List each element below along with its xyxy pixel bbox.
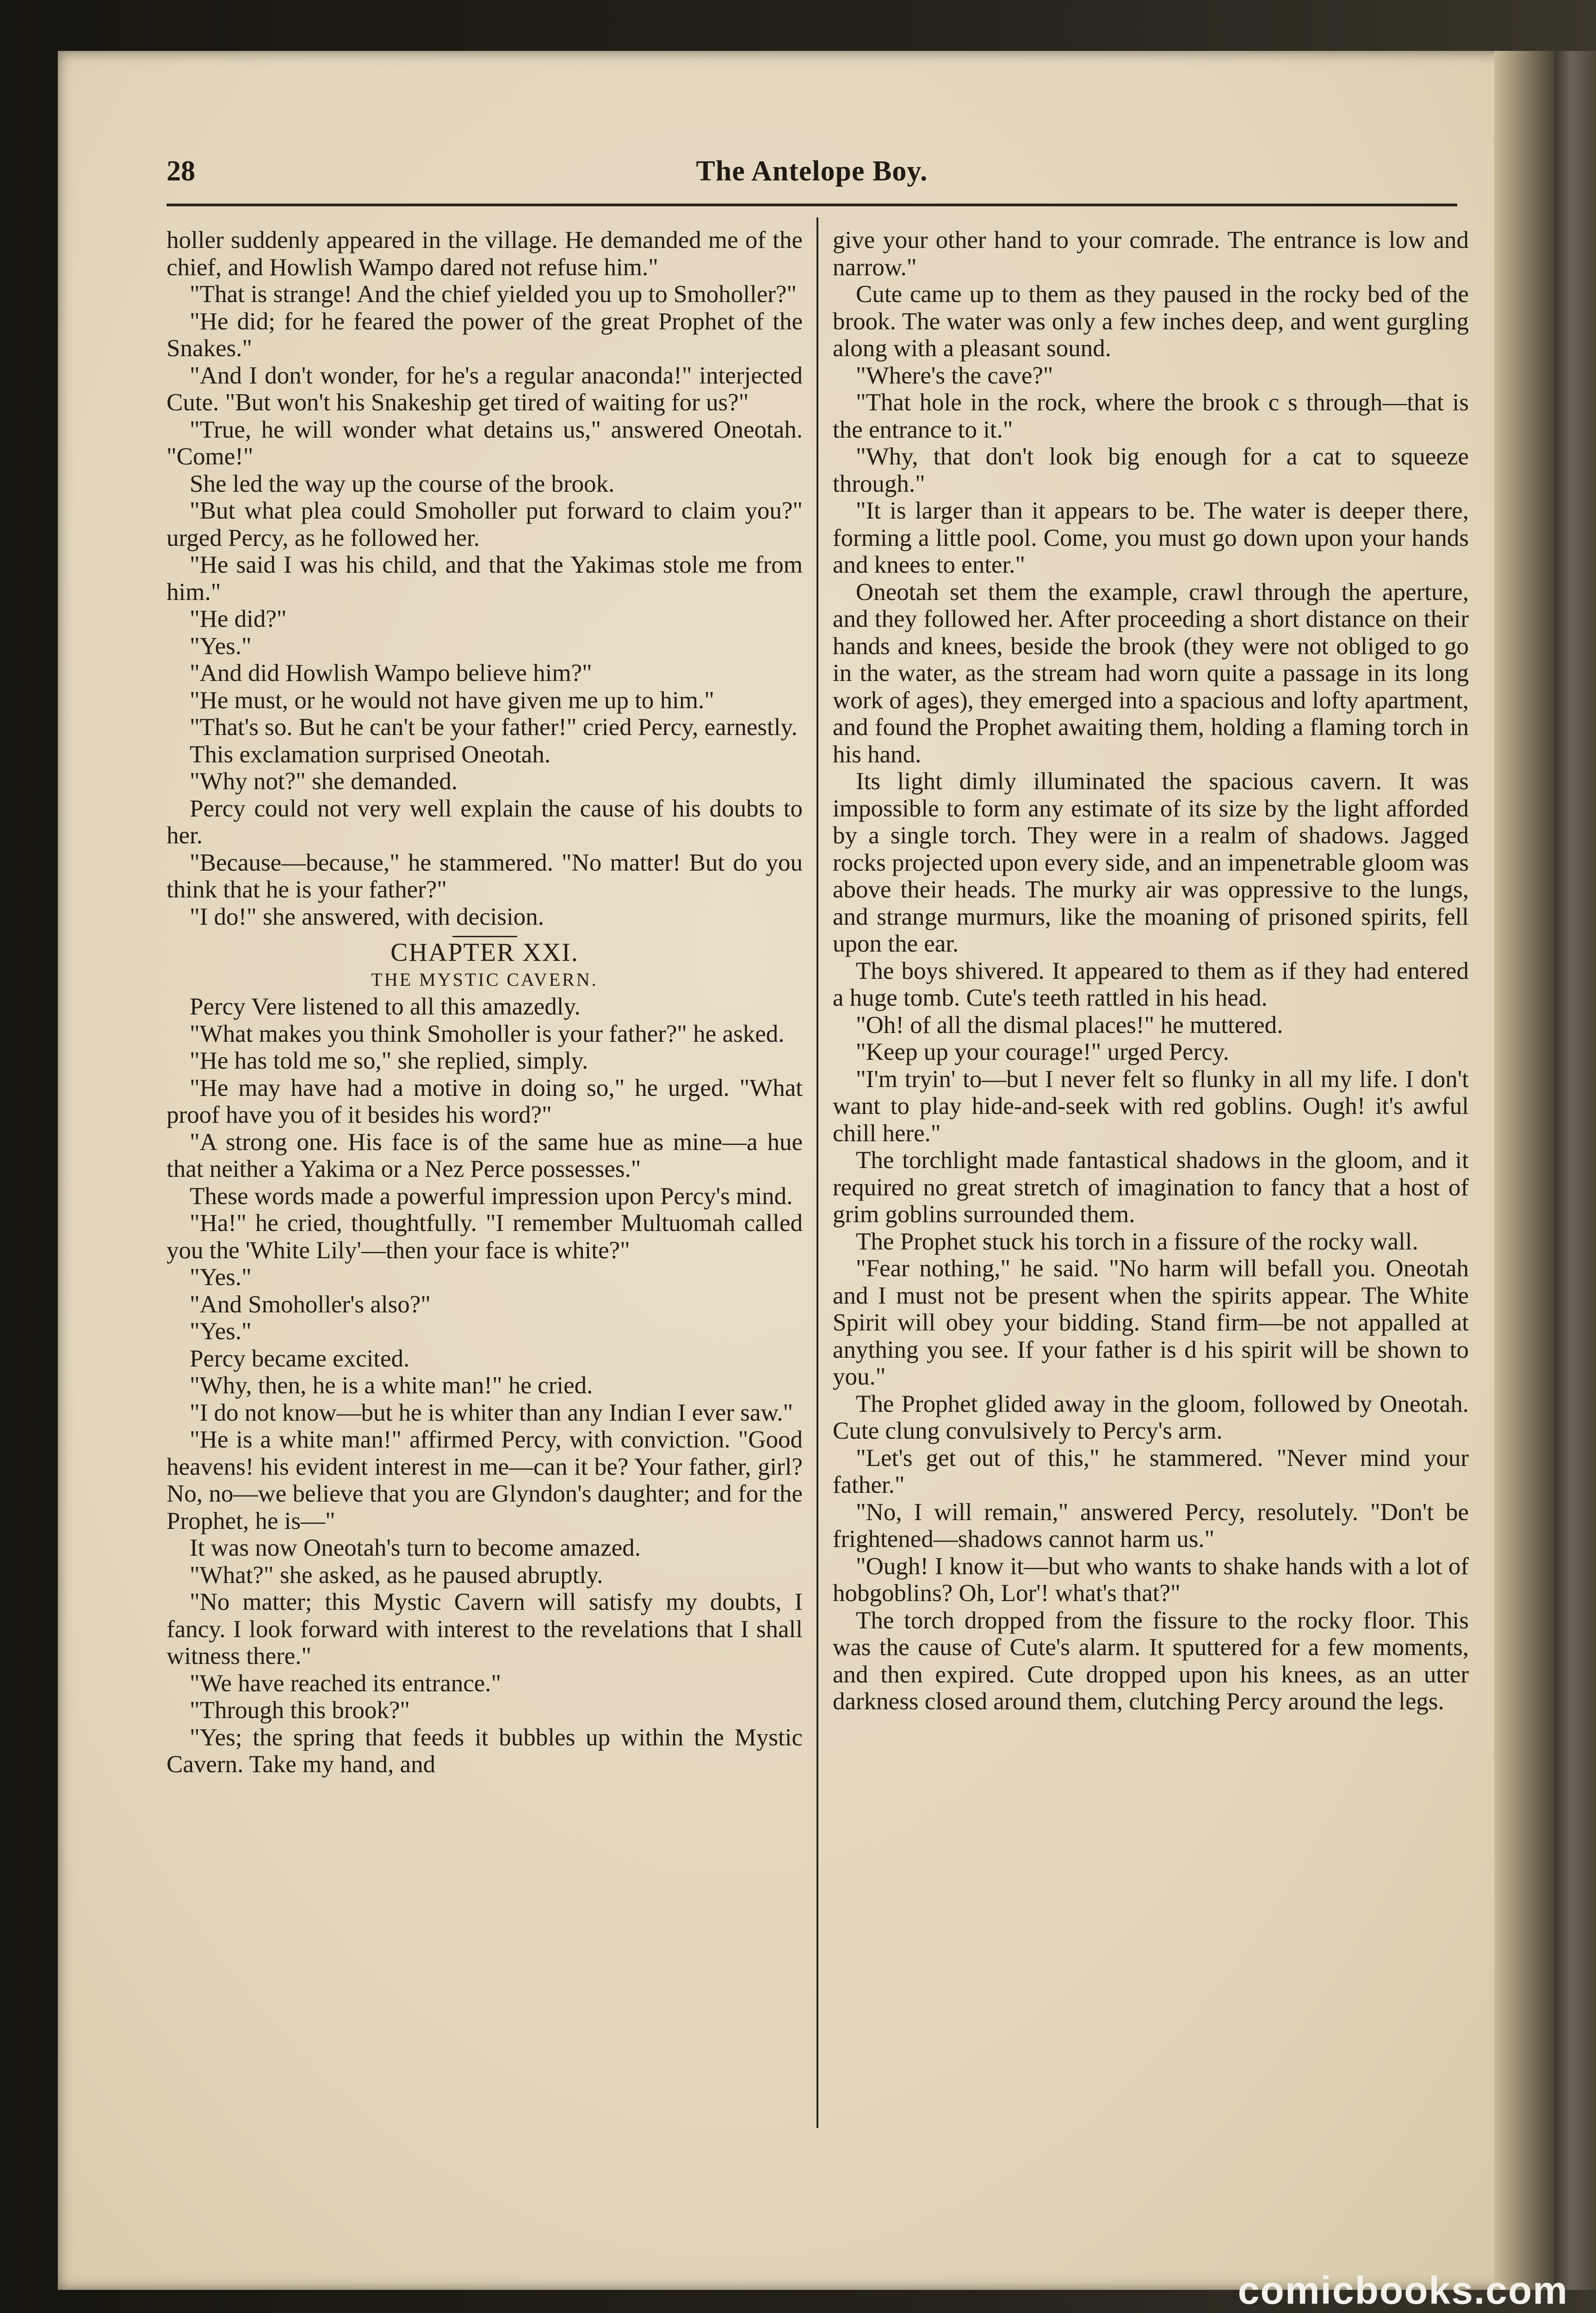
paragraph: "That hole in the rock, where the brook c s through—that is the entrance to it." — [833, 389, 1469, 443]
paragraph: "It is larger than it appears to be. The water is deeper there, forming a little pool. Come, you must go down upon your hands and knees to enter." — [833, 497, 1469, 578]
paragraph: "He has told me so," she replied, simply. — [190, 1047, 588, 1074]
paragraph: Cute came up to them as they paused in the rocky bed of the brook. The water was only a few inches deep, and went gurgling along with a pleasant sound. — [833, 281, 1469, 362]
paragraph: "And did Howlish Wampo believe him?" — [190, 660, 592, 686]
column-divider — [817, 217, 818, 2128]
paragraph: holler suddenly appeared in the village. He demanded me of the chief, and Howlish Wampo dared not refuse him." — [167, 227, 803, 281]
running-title: The Antelope Boy. — [696, 155, 928, 187]
paragraph: "Why, that don't look big enough for a cat to squeeze through." — [833, 443, 1469, 497]
paragraph: This exclamation surprised Oneotah. — [190, 741, 551, 768]
paragraph: "Ough! I know it—but who wants to shake hands with a lot of hobgoblins? Oh, Lor'! what's that?" — [833, 1552, 1469, 1607]
paragraph: "That is strange! And the chief yielded you up to Smoholler?" — [190, 281, 797, 308]
paragraph: "Through this brook?" — [190, 1697, 410, 1724]
paragraph: Percy became excited. — [190, 1345, 410, 1372]
paragraph: "A strong one. His face is of the same hue as mine—a hue that neither a Yakima or a Nez Perce possesses." — [167, 1128, 803, 1182]
paragraph: The torchlight made fantastical shadows in the gloom, and it required no great stretch of imagination to fancy that a host of grim goblins surrounded them. — [833, 1147, 1469, 1228]
paragraph: The boys shivered. It appeared to them as if they had entered a huge tomb. Cute's teeth rattled in his head. — [833, 957, 1469, 1011]
paragraph: "I do not know—but he is whiter than any Indian I ever saw." — [190, 1399, 793, 1426]
paragraph: "We have reached its entrance." — [190, 1670, 501, 1697]
paragraph: "Because—because," he stammered. "No matter! But do you think that he is your father?" — [167, 849, 803, 903]
paragraph: "Oh! of all the dismal places!" he muttered. — [856, 1011, 1283, 1039]
paragraph: Percy Vere listened to all this amazedly. — [190, 993, 581, 1020]
paragraph: "He must, or he would not have given me up to him." — [190, 686, 715, 714]
paragraph: "Yes." — [190, 1318, 252, 1345]
paragraph: She led the way up the course of the brook. — [190, 470, 615, 497]
paragraph: "He said I was his child, and that the Yakimas stole me from him." — [167, 551, 803, 606]
paragraph: It was now Oneotah's turn to become amazed. — [190, 1534, 641, 1561]
left-column — [167, 227, 803, 2146]
paragraph: "Fear nothing," he said. "No harm will befall you. Oneotah and I must not be present when the spirits appear. The White Spirit will obey your bidding. Stand firm—be not appalled at anything you see. If your father is d his spirit will be shown to you." — [833, 1255, 1469, 1390]
paragraph: give your other hand to your comrade. The entrance is low and narrow." — [833, 227, 1469, 281]
paragraph: Its light dimly illuminated the spacious cavern. It was impossible to form any estimate of its size by the light afforded by a single torch. They were in a realm of shadows. Jagged rocks projected upon every side, and an impenetrable gloom was above their heads. The murky air was oppressive to the lungs, and strange murmurs, like the moaning of prisoned spirits, fell upon the ear. — [833, 768, 1469, 957]
paragraph: "He may have had a motive in doing so," he urged. "What proof have you of it besides his word?" — [167, 1074, 803, 1128]
page-number: 28 — [167, 155, 195, 187]
paragraph: "He did?" — [190, 606, 287, 632]
page-header — [167, 155, 1457, 197]
paragraph: "What makes you think Smoholler is your father?" he asked. — [190, 1020, 785, 1047]
paragraph: The torch dropped from the fissure to the rocky floor. This was the cause of Cute's alarm. It sputtered for a few moments, and then expired. Cute dropped upon his knees, as an utter darkness closed around them, clutching Percy around the legs. — [833, 1607, 1469, 1715]
paragraph: Oneotah set them the example, crawl through the aperture, and they followed her. After proceeding a short distance on their hands and knees, beside the brook (they were not obliged to go in the water, as the stream had worn quite a passage in its long work of ages), they emerged into a spacious and lofty apartment, and found the Prophet awaiting them, holding a flaming torch in his hand. — [833, 578, 1469, 768]
next-page-edge — [1554, 51, 1596, 2290]
paragraph: "He is a white man!" affirmed Percy, with conviction. "Good heavens! his evident interest in me—can it be? Your father, girl? No, no—we believe that you are Glyndon's daughter; and for the Prophet, he is—" — [167, 1426, 803, 1534]
paragraph: "Yes." — [190, 1264, 252, 1291]
paragraph: "Ha!" he cried, thoughtfully. "I remember Multuomah called you the 'White Lily'—then your face is white?" — [167, 1210, 803, 1264]
paragraph: "And I don't wonder, for he's a regular anaconda!" interjected Cute. "But won't his Snakeship get tired of waiting for us?" — [167, 362, 803, 416]
paragraph: "Why not?" she demanded. — [190, 768, 458, 795]
paragraph: "But what plea could Smoholler put forward to claim you?" urged Percy, as he followed her. — [167, 497, 803, 551]
paragraph: "Yes; the spring that feeds it bubbles up within the Mystic Cavern. Take my hand, and — [167, 1724, 803, 1778]
paragraph: "That's so. But he can't be your father!" cried Percy, earnestly. — [190, 714, 798, 741]
right-column — [833, 227, 1469, 2146]
page-gutter-shadow — [1494, 51, 1554, 2290]
paragraph: "Why, then, he is a white man!" he cried. — [190, 1372, 593, 1399]
paragraph: The Prophet stuck his torch in a fissure of the rocky wall. — [856, 1228, 1418, 1255]
paragraph: "What?" she asked, as he paused abruptly. — [190, 1561, 603, 1589]
paragraph: "I do!" she answered, with decision. — [190, 903, 544, 930]
watermark-text: comicbooks.com — [1237, 2269, 1568, 2312]
paragraph: "Where's the cave?" — [856, 362, 1053, 389]
paragraph: "No matter; this Mystic Cavern will satisfy my doubts, I fancy. I look forward with interest to the revelations that I shall witness there." — [167, 1589, 803, 1670]
paragraph: "Keep up your courage!" urged Percy. — [856, 1039, 1230, 1065]
paragraph: "He did; for he feared the power of the great Prophet of the Snakes." — [167, 308, 803, 362]
paragraph: Percy could not very well explain the cause of his doubts to her. — [167, 795, 803, 849]
paragraph: "And Smoholler's also?" — [190, 1291, 431, 1318]
paragraph: "Yes." — [190, 632, 252, 660]
chapter-rule — [452, 936, 517, 937]
paragraph: "No, I will remain," answered Percy, resolutely. "Don't be frightened—shadows cannot harm us." — [833, 1498, 1469, 1552]
chapter-subtitle: THE MYSTIC CAVERN. — [371, 969, 598, 990]
paragraph: These words made a powerful impression upon Percy's mind. — [190, 1182, 793, 1210]
paragraph: The Prophet glided away in the gloom, followed by Oneotah. Cute clung convulsively to Percy's arm. — [833, 1390, 1469, 1444]
paragraph: "I'm tryin' to—but I never felt so flunky in all my life. I don't want to play hide-and-seek with red goblins. Ough! it's awful chill here." — [833, 1065, 1469, 1147]
header-rule — [167, 204, 1457, 206]
paragraph: "True, he will wonder what detains us," answered Oneotah. "Come!" — [167, 416, 803, 470]
chapter-title: CHAPTER XXI. — [390, 938, 579, 967]
paragraph: "Let's get out of this," he stammered. "Never mind your father." — [833, 1444, 1469, 1498]
